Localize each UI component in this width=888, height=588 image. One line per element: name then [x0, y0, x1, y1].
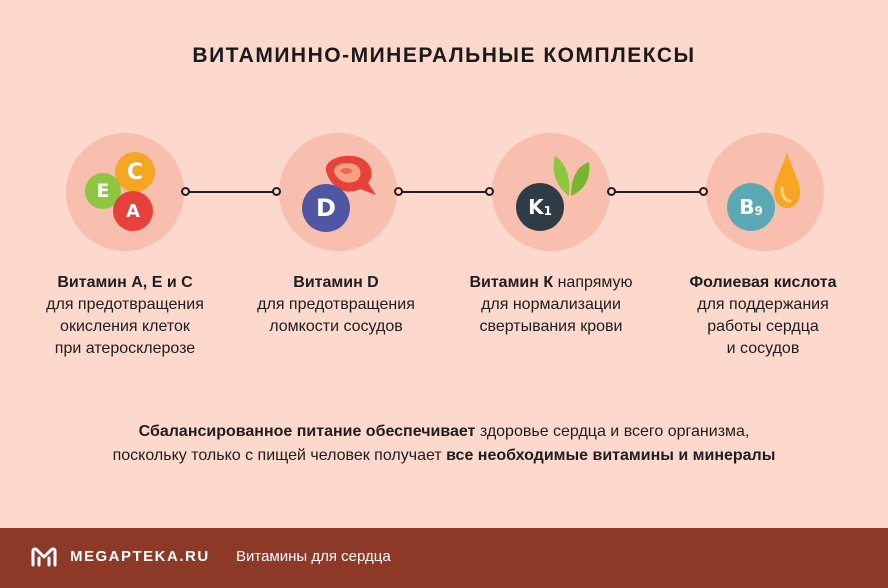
connector-node — [699, 187, 708, 196]
brand-name[interactable]: MEGAPTEKA.RU — [70, 548, 210, 565]
vitamin-b9-ball: B 9 — [727, 183, 775, 231]
caption-vitamin-d: Витамин D для предотвращения ломкости сосудов — [257, 274, 415, 335]
vitamin-k-ball: K 1 — [516, 183, 564, 231]
page-title: ВИТАМИННО-МИНЕРАЛЬНЫЕ КОМПЛЕКСЫ — [192, 44, 696, 67]
connector-node — [394, 187, 403, 196]
drop-icon — [770, 150, 804, 210]
connector-node — [607, 187, 616, 196]
connector-node — [485, 187, 494, 196]
caption-vitamin-k: Витамин К напрямую для нормализации свертывания крови — [469, 274, 633, 335]
footer-subtitle: Витамины для сердца — [236, 548, 391, 565]
vitamin-d-ball: D — [302, 184, 350, 232]
megapteka-logo-icon — [30, 546, 58, 568]
summary-text: Сбалансированное питание обеспечивает здоровье сердца и всего организма, поскольку только с пищей человек получает все необходимые витамины и минералы — [112, 423, 776, 464]
connector-3 — [614, 191, 706, 193]
caption-folic-acid: Фолиевая кислота для поддержания работы сердца и сосудов — [689, 274, 837, 357]
connector-1 — [188, 191, 278, 193]
caption-vitamins-aec: Витамин А, Е и С для предотвращения окисления клеток при атеросклерозе — [46, 274, 204, 357]
vitamin-c-ball: C — [115, 152, 155, 192]
footer-bar — [0, 528, 888, 588]
vitamin-a-ball: A — [113, 191, 153, 231]
vitamin-e-ball: E — [85, 173, 121, 209]
connector-2 — [401, 191, 491, 193]
connector-node — [181, 187, 190, 196]
connector-node — [272, 187, 281, 196]
